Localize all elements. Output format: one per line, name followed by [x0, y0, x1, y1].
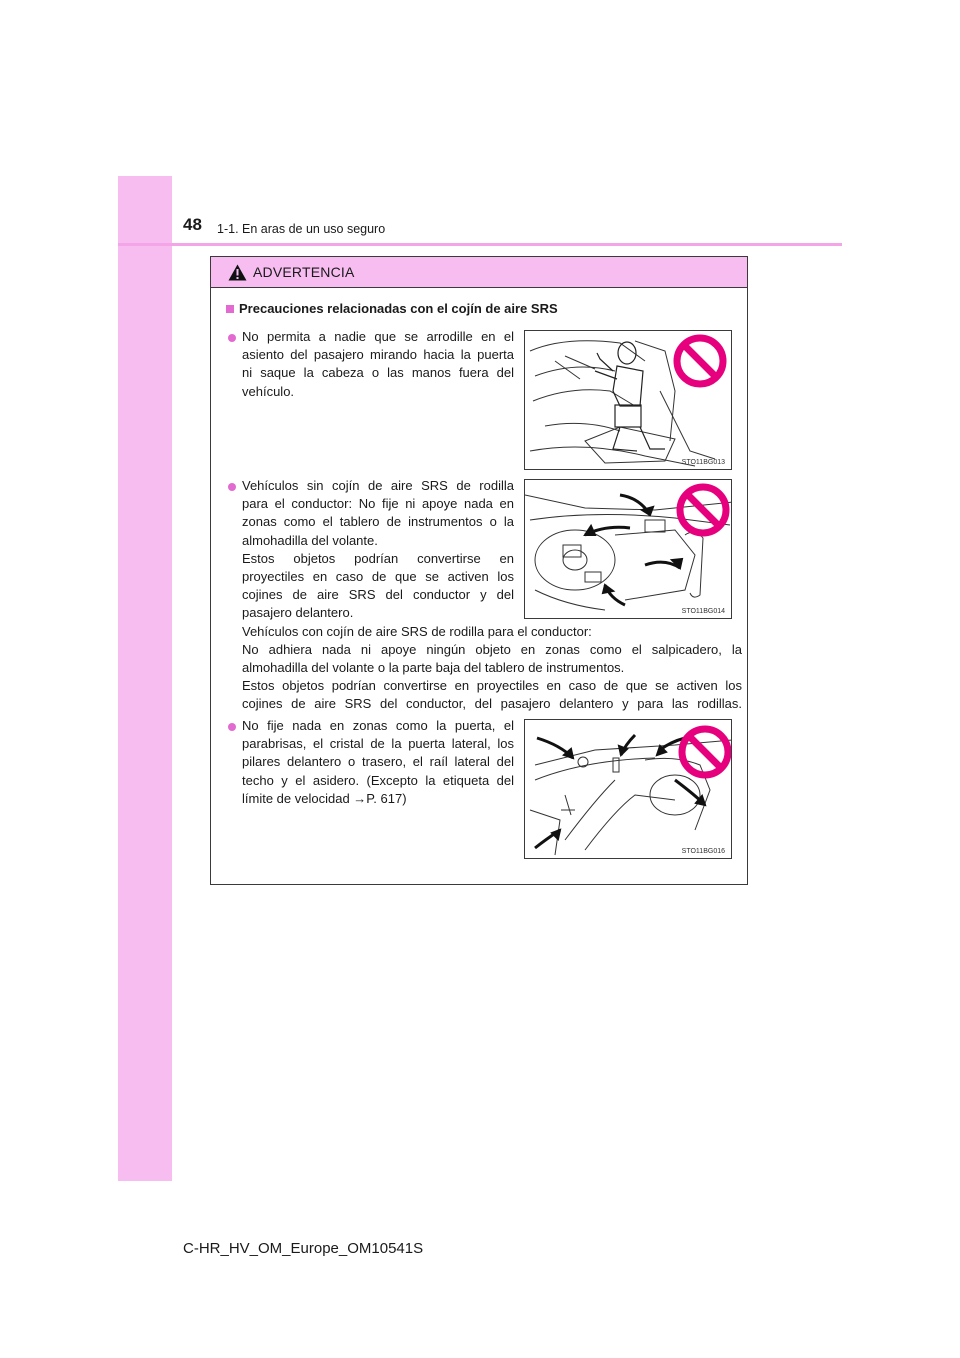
section-title: 1-1. En aras de un uso seguro [217, 222, 386, 236]
illustration-cabin-pillars [524, 719, 732, 859]
warning-box [210, 256, 748, 885]
warning-subheading [226, 301, 558, 316]
warning-title: ADVERTENCIA [253, 264, 355, 280]
illustration-dashboard-objects [524, 479, 732, 619]
item2-text: Vehículos sin cojín de aire SRS de rodilla para el conductor: No fije ni apoye nada en zonas como el tablero de instrumentos o la almohadilla del volante. Estos objetos podrían convertirse en proyectiles en caso de que se activen los cojines de aire SRS del conductor y del pasajero delantero. [242, 478, 514, 621]
item2-wide-text: Vehículos con cojín de aire SRS de rodilla para el conductor: No adhiera nada ni apoye ningún objeto en zonas como el salpicadero, la almohadilla del volante o la parte baja del tablero de instrumentos. Estos objetos podrían convertirse en proyectiles en caso de que se activen los cojines de aire SRS del conductor, del pasajero delantero y para las rodillas. [242, 623, 742, 712]
figure-code: STO11BG014 [681, 608, 725, 615]
warning-header [211, 257, 747, 288]
item3-text: No fije nada en zonas como la puerta, el parabrisas, el cristal de la puerta lateral, los pilares delantero o trasero, el raíl lateral del techo y el asidero. (Excepto la etiqueta del límite de velocidad →P. 617) [242, 718, 514, 806]
bullet-dot-icon [228, 334, 236, 342]
chapter-sidebar-tab [118, 176, 172, 1181]
subheading-text: Precauciones relacionadas con el cojín de aire SRS [239, 301, 558, 316]
figure-code: STO11BG013 [681, 459, 725, 466]
page-number: 48 [183, 215, 202, 234]
item1-text: No permita a nadie que se arrodille en el asiento del pasajero mirando hacia la puerta ni saque la cabeza o las manos fuera del vehículo. [242, 329, 514, 399]
figure-code: STO11BG016 [681, 848, 725, 855]
bullet-dot-icon [228, 723, 236, 731]
bullet-dot-icon [228, 483, 236, 491]
illustration-kneeling-passenger [524, 330, 732, 470]
header-rule [118, 243, 842, 246]
prohibition-icon [677, 338, 723, 384]
square-bullet-icon [226, 305, 234, 313]
warning-triangle-icon [228, 264, 247, 286]
footer-doc-code: C-HR_HV_OM_Europe_OM10541S [183, 1240, 424, 1257]
prohibition-icon [682, 729, 728, 775]
prohibition-icon [680, 487, 726, 533]
